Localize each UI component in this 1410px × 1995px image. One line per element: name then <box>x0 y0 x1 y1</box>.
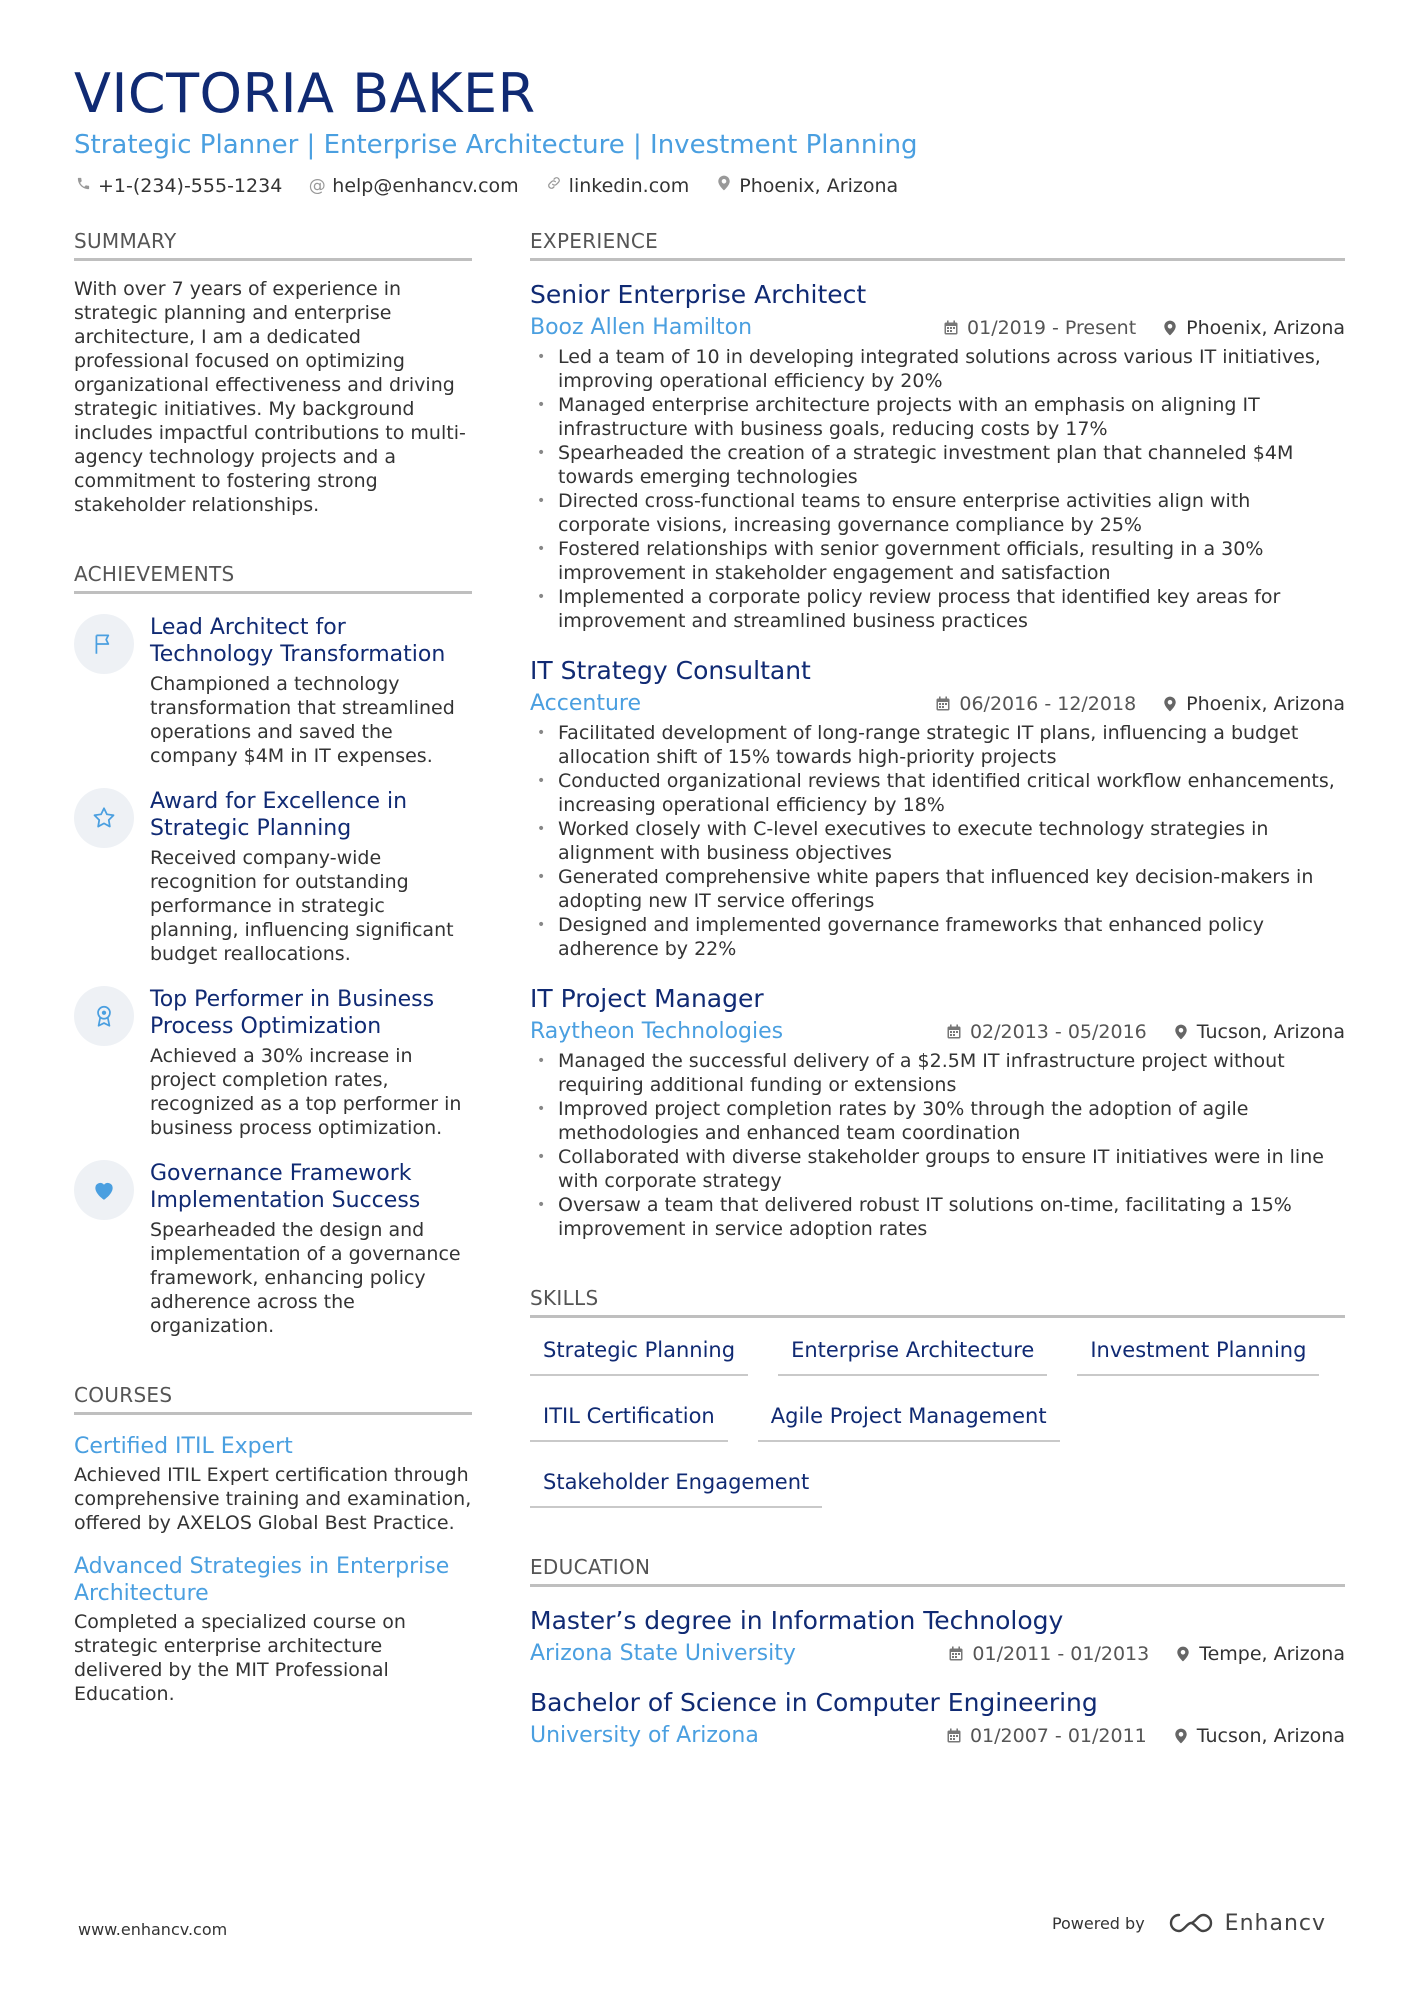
infinity-logo-icon <box>1167 1910 1215 1936</box>
phone-icon <box>74 172 92 200</box>
footer-website[interactable]: www.enhancv.com <box>78 1920 228 1939</box>
calendar-icon <box>946 1024 962 1040</box>
course-title: Certified ITIL Expert <box>74 1434 293 1459</box>
skill-tag: Enterprise Architecture <box>778 1334 1047 1376</box>
candidate-name: VICTORIA BAKER <box>74 62 536 125</box>
job-company: Accenture <box>530 691 641 716</box>
skill-tag: Strategic Planning <box>530 1334 748 1376</box>
map-pin-icon <box>1162 696 1178 712</box>
achievement-item <box>74 788 472 966</box>
calendar-icon <box>948 1646 964 1662</box>
job-location <box>1162 690 1345 718</box>
calendar-icon <box>935 696 951 712</box>
job-entry <box>530 279 1345 633</box>
job-location-text: Tucson, Arizona <box>1196 1021 1345 1043</box>
job-meta <box>530 689 1345 719</box>
job-meta <box>530 1017 1345 1047</box>
job-dates <box>935 690 1136 718</box>
course-item <box>74 1553 472 1706</box>
edu-meta <box>530 1721 1345 1751</box>
map-pin-icon <box>1173 1024 1189 1040</box>
summary-heading: SUMMARY <box>74 228 472 261</box>
candidate-title: Strategic Planner | Enterprise Architecture | Investment Planning <box>74 130 918 160</box>
email-text: help@enhancv.com <box>332 175 519 197</box>
edu-dates-text: 01/2011 - 01/2013 <box>972 1643 1150 1665</box>
achievement-desc: Championed a technology transformation that streamlined operations and saved the company $4M in IT expenses. <box>150 673 455 767</box>
edu-location <box>1173 1722 1345 1750</box>
edu-dates <box>948 1640 1149 1668</box>
achievement-item <box>74 1160 472 1338</box>
job-bullet: • Oversaw a team that delivered robust IT solutions on-time, facilitating a 15% improvement in service adoption rates <box>530 1193 1345 1241</box>
resume-header <box>74 62 1344 200</box>
location-text: Phoenix, Arizona <box>739 175 899 197</box>
achievement-title: Top Performer in Business Process Optimization <box>150 987 435 1039</box>
course-title: Advanced Strategies in Enterprise Architecture <box>74 1554 450 1606</box>
enhancv-logo[interactable] <box>1167 1910 1326 1936</box>
achievement-item <box>74 614 472 768</box>
phone-text: +1-(234)-555-1234 <box>98 175 283 197</box>
edu-dates-text: 01/2007 - 01/2011 <box>969 1725 1147 1747</box>
powered-by-text: Powered by <box>1051 1913 1145 1933</box>
achievement-title: Governance Framework Implementation Success <box>150 1161 421 1213</box>
job-bullet: • Led a team of 10 in developing integrated solutions across various IT initiatives, improving operational efficiency by 20% <box>530 345 1345 393</box>
job-dates <box>946 1018 1147 1046</box>
calendar-icon <box>943 320 959 336</box>
right-column <box>530 228 1345 1751</box>
summary-section <box>74 228 472 517</box>
job-company: Booz Allen Hamilton <box>530 315 753 340</box>
job-bullet: • Fostered relationships with senior government officials, resulting in a 30% improvement in stakeholder engagement and satisfaction <box>530 537 1345 585</box>
job-bullets <box>530 345 1345 633</box>
experience-section <box>530 228 1345 1241</box>
achievement-desc: Spearheaded the design and implementation of a governance framework, enhancing policy adherence across the organization. <box>150 1219 461 1337</box>
job-bullet: • Designed and implemented governance frameworks that enhanced policy adherence by 22% <box>530 913 1345 961</box>
job-bullet: • Conducted organizational reviews that identified critical workflow enhancements, increasing operational efficiency by 18% <box>530 769 1345 817</box>
link-icon <box>545 172 563 200</box>
skill-tag: Agile Project Management <box>758 1400 1060 1442</box>
job-bullet: • Directed cross-functional teams to ensure enterprise activities align with corporate visions, increasing governance compliance by 25% <box>530 489 1345 537</box>
achievement-title: Award for Excellence in Strategic Planning <box>150 789 408 841</box>
courses-section <box>74 1382 472 1706</box>
skills-section <box>530 1285 1345 1508</box>
job-bullet: • Improved project completion rates by 30% through the adoption of agile methodologies and enhanced team coordination <box>530 1097 1345 1145</box>
edu-degree: Master’s degree in Information Technology <box>530 1606 1064 1635</box>
medal-icon <box>74 986 134 1046</box>
contact-row <box>74 172 1344 200</box>
edu-school: Arizona State University <box>530 1641 796 1666</box>
job-bullet: • Generated comprehensive white papers that influenced key decision-makers in adopting new IT service offerings <box>530 865 1345 913</box>
course-desc: Completed a specialized course on strategic enterprise architecture delivered by the MIT Professional Education. <box>74 1611 406 1705</box>
job-dates-text: 02/2013 - 05/2016 <box>969 1021 1147 1043</box>
job-entry <box>530 983 1345 1241</box>
education-entry <box>530 1687 1345 1751</box>
contact-location <box>715 172 898 200</box>
job-bullet: • Collaborated with diverse stakeholder groups to ensure IT initiatives were in line with corporate strategy <box>530 1145 1345 1193</box>
calendar-icon <box>946 1728 962 1744</box>
job-dates <box>943 314 1136 342</box>
experience-heading: EXPERIENCE <box>530 228 1345 261</box>
job-bullet: • Managed enterprise architecture projects with an emphasis on aligning IT infrastructure with business goals, reducing costs by 17% <box>530 393 1345 441</box>
job-location <box>1173 1018 1345 1046</box>
achievement-desc: Received company-wide recognition for outstanding performance in strategic planning, influencing significant budget reallocations. <box>150 847 454 965</box>
course-desc: Achieved ITIL Expert certification through comprehensive training and examination, offered by AXELOS Global Best Practice. <box>74 1464 472 1534</box>
map-pin-icon <box>1175 1646 1191 1662</box>
contact-email[interactable] <box>308 172 518 200</box>
at-icon: @ <box>308 176 326 196</box>
brand-name: Enhancv <box>1224 1910 1326 1936</box>
heart-icon <box>74 1160 134 1220</box>
achievement-item <box>74 986 472 1140</box>
contact-linkedin[interactable] <box>545 172 690 200</box>
skills-list <box>530 1334 1345 1508</box>
job-location-text: Phoenix, Arizona <box>1186 693 1345 715</box>
job-title: Senior Enterprise Architect <box>530 280 867 309</box>
job-bullet: • Facilitated development of long-range strategic IT plans, influencing a budget allocation shift of 15% towards high-priority projects <box>530 721 1345 769</box>
edu-school: University of Arizona <box>530 1723 759 1748</box>
job-location <box>1162 314 1345 342</box>
job-bullet: • Managed the successful delivery of a $2.5M IT infrastructure project without requiring additional funding or extensions <box>530 1049 1345 1097</box>
job-bullet: • Implemented a corporate policy review process that identified key areas for improvement and streamlined business practices <box>530 585 1345 633</box>
skill-tag: Investment Planning <box>1077 1334 1319 1376</box>
edu-meta <box>530 1639 1345 1669</box>
job-dates-text: 06/2016 - 12/2018 <box>959 693 1137 715</box>
left-column <box>74 228 472 1706</box>
job-bullet: • Worked closely with C-level executives to execute technology strategies in alignment with business objectives <box>530 817 1345 865</box>
job-dates-text: 01/2019 - Present <box>967 317 1137 339</box>
courses-heading: COURSES <box>74 1382 472 1415</box>
map-pin-icon <box>1162 320 1178 336</box>
edu-location <box>1175 1640 1345 1668</box>
summary-text: With over 7 years of experience in strategic planning and enterprise architecture, I am a dedicated professional focused on optimizing organizational effectiveness and driving strategic initiatives. My background includes impactful contributions to multi-agency technology projects and a commitment to fostering strong stakeholder relationships. <box>74 278 466 516</box>
achievements-section <box>74 561 472 1338</box>
course-item <box>74 1433 472 1535</box>
map-pin-icon <box>715 172 733 200</box>
job-location-text: Phoenix, Arizona <box>1186 317 1345 339</box>
job-bullets <box>530 721 1345 961</box>
edu-location-text: Tempe, Arizona <box>1199 1643 1345 1665</box>
job-bullet: • Spearheaded the creation of a strategic investment plan that channeled $4M towards emerging technologies <box>530 441 1345 489</box>
education-section <box>530 1554 1345 1751</box>
achievement-desc: Achieved a 30% increase in project completion rates, recognized as a top performer in business process optimization. <box>150 1045 462 1139</box>
linkedin-text: linkedin.com <box>568 175 690 197</box>
achievement-title: Lead Architect for Technology Transformation <box>150 615 446 667</box>
job-entry <box>530 655 1345 961</box>
edu-degree: Bachelor of Science in Computer Engineering <box>530 1688 1098 1717</box>
edu-location-text: Tucson, Arizona <box>1196 1725 1345 1747</box>
skill-tag: Stakeholder Engagement <box>530 1466 822 1508</box>
achievements-heading: ACHIEVEMENTS <box>74 561 472 594</box>
education-entry <box>530 1605 1345 1669</box>
job-title: IT Strategy Consultant <box>530 656 811 685</box>
contact-phone <box>74 172 282 200</box>
edu-dates <box>946 1722 1147 1750</box>
map-pin-icon <box>1173 1728 1189 1744</box>
education-heading: EDUCATION <box>530 1554 1345 1587</box>
job-bullets <box>530 1049 1345 1241</box>
footer-branding <box>1052 1910 1326 1936</box>
skills-heading: SKILLS <box>530 1285 1345 1318</box>
star-icon <box>74 788 134 848</box>
flag-icon <box>74 614 134 674</box>
job-title: IT Project Manager <box>530 984 764 1013</box>
job-company: Raytheon Technologies <box>530 1019 784 1044</box>
job-meta <box>530 313 1345 343</box>
skill-tag: ITIL Certification <box>530 1400 728 1442</box>
